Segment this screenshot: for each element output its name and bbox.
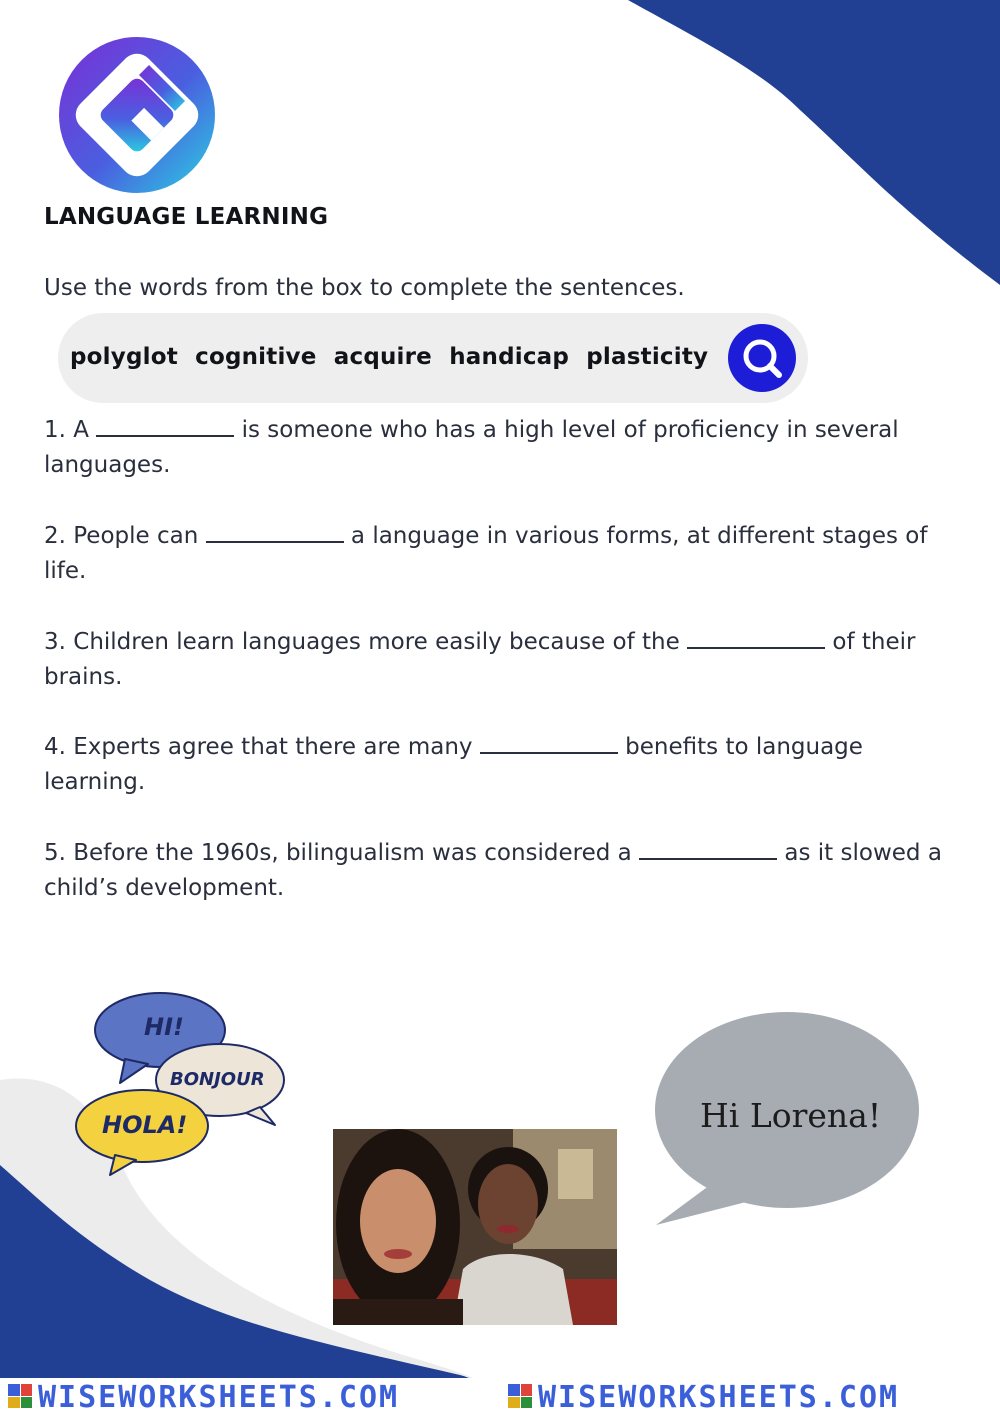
footer-watermark <box>0 1378 1000 1414</box>
brand-icon <box>8 1384 32 1408</box>
question-5: 5. Before the 1960s, bilingualism was considered a as it slowed a child’s development. <box>44 840 942 901</box>
page-title: LANGUAGE LEARNING <box>44 204 329 230</box>
answer-blank[interactable] <box>96 415 234 437</box>
word-item: plasticity <box>586 344 709 370</box>
bubble-hi: HI! <box>144 1013 184 1041</box>
answer-blank[interactable] <box>687 627 825 649</box>
question-2: 2. People can a language in various forms, at different stages of life. <box>44 523 928 584</box>
logo-icon <box>57 35 217 195</box>
question-4: 4. Experts agree that there are many benefits to language learning. <box>44 734 863 795</box>
speech-text: Hi Lorena! <box>700 1096 882 1135</box>
photo <box>333 1129 617 1325</box>
question-3: 3. Children learn languages more easily because of the of their brains. <box>44 629 916 690</box>
question-1: 1. A is someone who has a high level of proficiency in several languages. <box>44 417 899 478</box>
watermark-text: WISEWORKSHEETS.COM <box>538 1380 900 1414</box>
word-item: handicap <box>449 344 570 370</box>
instruction-text: Use the words from the box to complete the sentences. <box>44 275 685 301</box>
brand-icon <box>508 1384 532 1408</box>
word-item: cognitive <box>195 344 317 370</box>
word-item: acquire <box>333 344 432 370</box>
answer-blank[interactable] <box>639 838 777 860</box>
watermark-text: WISEWORKSHEETS.COM <box>38 1380 400 1414</box>
greeting-bubbles <box>70 985 300 1185</box>
word-item: polyglot <box>70 344 178 370</box>
answer-blank[interactable] <box>480 732 618 754</box>
word-box <box>58 313 808 403</box>
photo-illustration <box>333 1129 617 1325</box>
search-button[interactable] <box>728 324 796 392</box>
answer-blank[interactable] <box>206 521 344 543</box>
search-icon <box>728 324 796 392</box>
word-list <box>70 344 717 370</box>
bubble-bonjour: BONJOUR <box>170 1069 265 1090</box>
bubble-hola: HOLA! <box>102 1111 188 1139</box>
